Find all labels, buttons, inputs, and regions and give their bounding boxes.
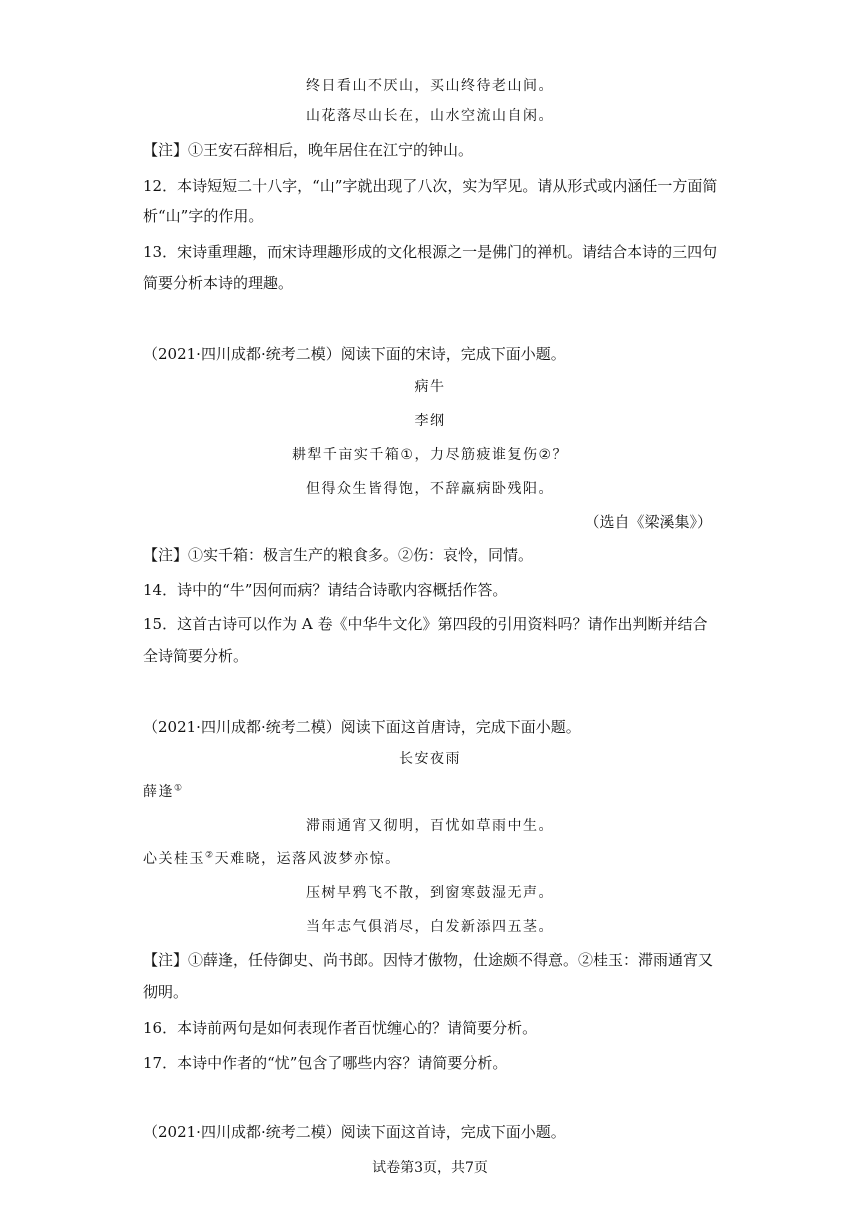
- question-14: 14．诗中的“牛”因何而病？请结合诗歌内容概括作答。: [143, 581, 508, 599]
- poem3-author-name: 薛逢: [143, 784, 174, 800]
- section3-intro: （2021·四川成都·统考二模）阅读下面这首唐诗，完成下面小题。: [143, 718, 581, 736]
- poem1-line4: 山花落尽山长在，山水空流山自闲。: [306, 108, 554, 124]
- poem1-line3: 终日看山不厌山，买山终待老山间。: [306, 78, 554, 94]
- poem3-title: 长安夜雨: [399, 751, 461, 767]
- question-16: 16．本诗前两句是如何表现作者百忧缠心的？请简要分析。: [143, 1019, 538, 1037]
- poem3-line2: [143, 849, 401, 869]
- poem2-line1: 耕犁千亩实千箱①，力尽筋疲谁复伤②？: [291, 447, 569, 463]
- poem3-line1: 滞雨通宵又彻明，百忧如草雨中生。: [306, 818, 554, 834]
- question-15-line1: 15．这首古诗可以作为 A 卷《中华牛文化》第四段的引用资料吗？请作出判断并结合: [143, 615, 708, 633]
- poem3-line4: 当年志气俱消尽，白发新添四五茎。: [306, 919, 554, 935]
- section4-intro: （2021·四川成都·统考二模）阅读下面这首诗，完成下面小题。: [143, 1123, 566, 1141]
- question-15-line2: 全诗简要分析。: [143, 647, 249, 665]
- question-13-line1: 13．宋诗重理趣，而宋诗理趣形成的文化根源之一是佛门的禅机。请结合本诗的三四句: [143, 243, 718, 261]
- poem3-line2-part-b: 天难晓，运落风波梦亦惊。: [214, 851, 401, 867]
- poem3-note-line2: 彻明。: [143, 983, 189, 1001]
- section2-intro: （2021·四川成都·统考二模）阅读下面的宋诗，完成下面小题。: [143, 345, 566, 363]
- poem3-author: [143, 782, 184, 802]
- poem2-title: 病牛: [414, 379, 446, 395]
- footnote-marker: ②: [205, 850, 215, 861]
- question-17: 17．本诗中作者的“忧”包含了哪些内容？请简要分析。: [143, 1054, 508, 1072]
- poem2-note: 【注】①实千箱：极言生产的粮食多。②伤：哀怜，同情。: [143, 546, 534, 564]
- poem3-line2-part-a: 心关桂玉: [143, 851, 205, 867]
- question-12-line1: 12．本诗短短二十八字，“山”字就出现了八次，实为罕见。请从形式或内涵任一方面简: [143, 177, 718, 195]
- question-13-line2: 简要分析本诗的理趣。: [143, 274, 294, 292]
- poem3-note-line1: 【注】①薛逢，任侍御史、尚书郎。因恃才傲物，仕途颇不得意。②桂玉：滞雨通宵又: [143, 951, 714, 969]
- poem2-author: 李纲: [414, 413, 446, 429]
- poem2-source: （选自《梁溪集》）: [584, 513, 712, 531]
- question-12-line2: 析“山”字的作用。: [143, 207, 264, 225]
- poem3-line3: 压树早鸦飞不散，到窗寒鼓湿无声。: [306, 885, 554, 901]
- poem1-note: 【注】①王安石辞相后，晚年居住在江宁的钟山。: [143, 141, 474, 159]
- footnote-marker: ①: [174, 783, 184, 794]
- poem2-line2: 但得众生皆得饱，不辞羸病卧残阳。: [306, 481, 554, 497]
- page-footer: 试卷第3页，共7页: [372, 1160, 488, 1176]
